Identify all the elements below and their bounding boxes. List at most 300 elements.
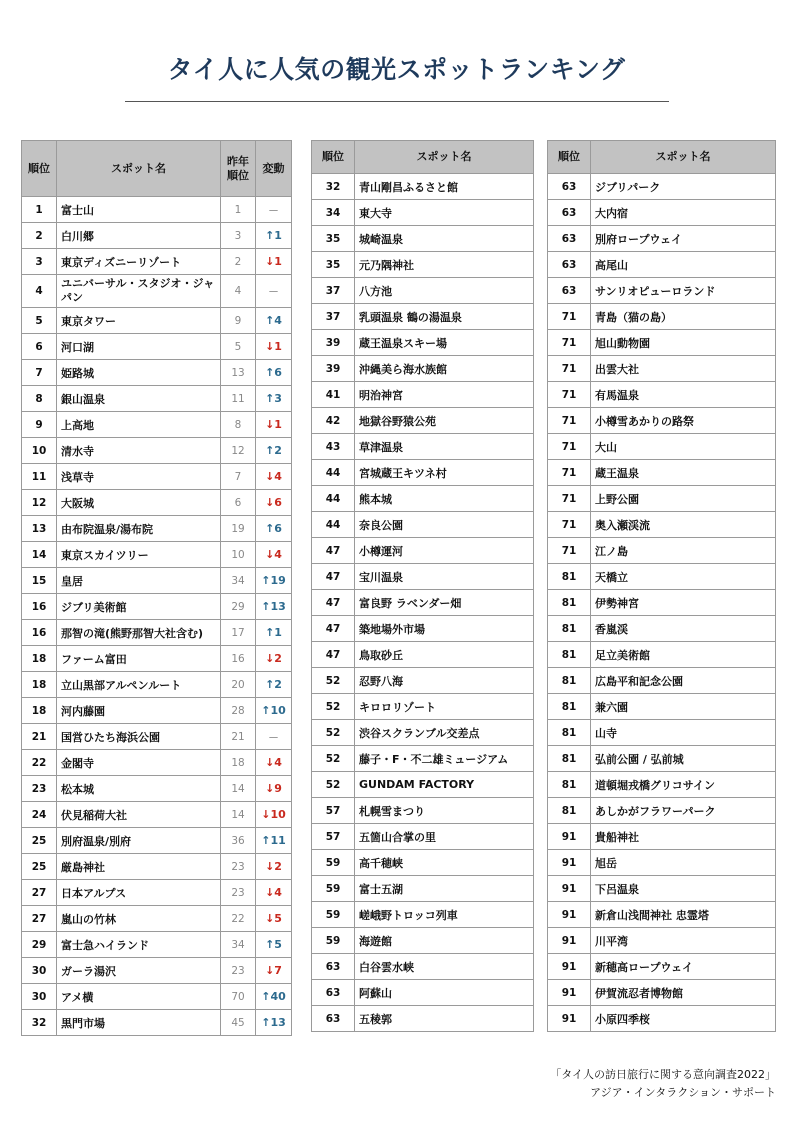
rank-cell: 6 xyxy=(22,334,57,360)
spot-name-cell: 高尾山 xyxy=(591,252,776,278)
spot-name-cell: 銀山温泉 xyxy=(57,386,221,412)
table-row xyxy=(312,902,534,928)
change-indicator: ↑2 xyxy=(265,444,282,457)
spot-name-cell: ジブリ美術館 xyxy=(57,594,221,620)
table-row xyxy=(312,798,534,824)
rank-cell: 14 xyxy=(22,542,57,568)
rank-cell: 71 xyxy=(548,382,591,408)
table-row xyxy=(548,304,776,330)
spot-name-cell: 青山剛昌ふるさと館 xyxy=(355,174,534,200)
change-indicator: ↑2 xyxy=(265,678,282,691)
spot-name-cell: 阿蘇山 xyxy=(355,980,534,1006)
spot-name-cell: 嵯峨野トロッコ列車 xyxy=(355,902,534,928)
table-row xyxy=(312,954,534,980)
change-indicator: ↑3 xyxy=(265,392,282,405)
change-indicator: ↓4 xyxy=(265,756,282,769)
table-row xyxy=(548,850,776,876)
rank-cell: 57 xyxy=(312,798,355,824)
change-indicator: ↓2 xyxy=(265,860,282,873)
change-cell xyxy=(256,542,292,568)
spot-name-cell: 草津温泉 xyxy=(355,434,534,460)
change-cell xyxy=(256,490,292,516)
rank-cell: 44 xyxy=(312,460,355,486)
prev-rank-cell: 28 xyxy=(221,698,256,724)
rank-cell: 44 xyxy=(312,512,355,538)
rank-cell: 71 xyxy=(548,304,591,330)
change-cell xyxy=(256,776,292,802)
table-row xyxy=(22,412,292,438)
rank-cell: 21 xyxy=(22,724,57,750)
spot-name-cell: 城崎温泉 xyxy=(355,226,534,252)
header-spot: スポット名 xyxy=(355,141,534,174)
spot-name-cell: 東京ディズニーリゾート xyxy=(57,249,221,275)
prev-rank-cell: 13 xyxy=(221,360,256,386)
spot-name-cell: 下呂温泉 xyxy=(591,876,776,902)
rank-cell: 30 xyxy=(22,958,57,984)
spot-name-cell: 伊勢神宮 xyxy=(591,590,776,616)
change-cell xyxy=(256,223,292,249)
change-indicator: ↓1 xyxy=(265,418,282,431)
source-note: 「タイ人の訪日旅行に関する意向調査2022」 xyxy=(550,1068,776,1081)
rank-cell: 13 xyxy=(22,516,57,542)
table-row xyxy=(22,197,292,223)
header-prev-rank: 昨年順位 xyxy=(221,141,256,197)
rank-cell: 63 xyxy=(548,226,591,252)
spot-name-cell: 江ノ島 xyxy=(591,538,776,564)
rank-cell: 47 xyxy=(312,590,355,616)
rank-cell: 32 xyxy=(22,1010,57,1036)
rank-cell: 25 xyxy=(22,854,57,880)
spot-name-cell: 八方池 xyxy=(355,278,534,304)
rank-cell: 43 xyxy=(312,434,355,460)
rank-cell: 71 xyxy=(548,408,591,434)
spot-name-cell: 小樽運河 xyxy=(355,538,534,564)
table-row xyxy=(312,694,534,720)
spot-name-cell: 弘前公園 / 弘前城 xyxy=(591,746,776,772)
table-row xyxy=(548,382,776,408)
spot-name-cell: 別府温泉/別府 xyxy=(57,828,221,854)
rank-cell: 91 xyxy=(548,954,591,980)
spot-name-cell: 蔵王温泉 xyxy=(591,460,776,486)
change-cell xyxy=(256,828,292,854)
spot-name-cell: 奥入瀬渓流 xyxy=(591,512,776,538)
table-row xyxy=(548,200,776,226)
rank-cell: 81 xyxy=(548,694,591,720)
table-row xyxy=(548,954,776,980)
table-row xyxy=(312,356,534,382)
spot-name-cell: 藤子・F・不二雄ミュージアム xyxy=(355,746,534,772)
prev-rank-cell: 29 xyxy=(221,594,256,620)
rank-cell: 10 xyxy=(22,438,57,464)
table-row xyxy=(548,980,776,1006)
spot-name-cell: 富士山 xyxy=(57,197,221,223)
change-indicator: ↑1 xyxy=(265,229,282,242)
table-row xyxy=(548,356,776,382)
table-row xyxy=(312,226,534,252)
rank-cell: 47 xyxy=(312,538,355,564)
table-row xyxy=(548,668,776,694)
prev-rank-cell: 21 xyxy=(221,724,256,750)
spot-name-cell: 新穂高ロープウェイ xyxy=(591,954,776,980)
rank-cell: 71 xyxy=(548,486,591,512)
table-row xyxy=(22,854,292,880)
table-row xyxy=(22,646,292,672)
rank-cell: 47 xyxy=(312,564,355,590)
rank-cell: 4 xyxy=(22,275,57,308)
rank-cell: 91 xyxy=(548,824,591,850)
table-row xyxy=(312,304,534,330)
table-row xyxy=(22,223,292,249)
table-row xyxy=(312,772,534,798)
table-row xyxy=(312,486,534,512)
spot-name-cell: 山寺 xyxy=(591,720,776,746)
table-row xyxy=(548,434,776,460)
table-row xyxy=(22,958,292,984)
rank-cell: 71 xyxy=(548,356,591,382)
spot-name-cell: 鳥取砂丘 xyxy=(355,642,534,668)
rank-cell: 81 xyxy=(548,616,591,642)
change-cell xyxy=(256,932,292,958)
rank-cell: 18 xyxy=(22,672,57,698)
rank-cell: 41 xyxy=(312,382,355,408)
change-cell xyxy=(256,880,292,906)
rank-cell: 91 xyxy=(548,1006,591,1032)
spot-name-cell: 別府ロープウェイ xyxy=(591,226,776,252)
spot-name-cell: 姫路城 xyxy=(57,360,221,386)
change-indicator: ↑1 xyxy=(265,626,282,639)
spot-name-cell: 地獄谷野猿公苑 xyxy=(355,408,534,434)
table-row xyxy=(22,672,292,698)
prev-rank-cell: 34 xyxy=(221,932,256,958)
rank-cell: 32 xyxy=(312,174,355,200)
rank-cell: 52 xyxy=(312,772,355,798)
change-cell xyxy=(256,1010,292,1036)
table-row xyxy=(312,538,534,564)
prev-rank-cell: 34 xyxy=(221,568,256,594)
spot-name-cell: 黒門市場 xyxy=(57,1010,221,1036)
rank-cell: 8 xyxy=(22,386,57,412)
prev-rank-cell: 12 xyxy=(221,438,256,464)
spot-name-cell: 上高地 xyxy=(57,412,221,438)
spot-name-cell: 上野公園 xyxy=(591,486,776,512)
rank-cell: 44 xyxy=(312,486,355,512)
change-cell xyxy=(256,724,292,750)
rank-cell: 37 xyxy=(312,278,355,304)
table-row xyxy=(548,174,776,200)
rank-cell: 39 xyxy=(312,356,355,382)
rank-cell: 63 xyxy=(548,278,591,304)
rank-cell: 63 xyxy=(312,954,355,980)
table-row xyxy=(312,460,534,486)
table-row xyxy=(548,252,776,278)
title-divider xyxy=(125,101,669,102)
rank-cell: 27 xyxy=(22,906,57,932)
table-row xyxy=(22,386,292,412)
rank-cell: 63 xyxy=(548,252,591,278)
spot-name-cell: 河内藤園 xyxy=(57,698,221,724)
prev-rank-cell: 4 xyxy=(221,275,256,308)
table-row xyxy=(548,486,776,512)
change-indicator: ↑13 xyxy=(261,600,286,613)
change-cell xyxy=(256,249,292,275)
table-row xyxy=(312,720,534,746)
rank-cell: 35 xyxy=(312,252,355,278)
prev-rank-cell: 5 xyxy=(221,334,256,360)
table-row xyxy=(312,746,534,772)
table-row xyxy=(22,249,292,275)
rank-cell: 63 xyxy=(312,980,355,1006)
rank-cell: 18 xyxy=(22,646,57,672)
spot-name-cell: 宮城蔵王キツネ村 xyxy=(355,460,534,486)
prev-rank-cell: 8 xyxy=(221,412,256,438)
rank-cell: 15 xyxy=(22,568,57,594)
spot-name-cell: 香嵐渓 xyxy=(591,616,776,642)
rank-cell: 3 xyxy=(22,249,57,275)
table-row xyxy=(548,590,776,616)
spot-name-cell: 立山黒部アルペンルート xyxy=(57,672,221,698)
change-cell xyxy=(256,594,292,620)
spot-name-cell: 元乃隅神社 xyxy=(355,252,534,278)
rank-cell: 11 xyxy=(22,464,57,490)
change-cell xyxy=(256,516,292,542)
table-row xyxy=(22,724,292,750)
rank-cell: 27 xyxy=(22,880,57,906)
table-row xyxy=(312,980,534,1006)
change-indicator: ↓2 xyxy=(265,652,282,665)
spot-name-cell: 貴船神社 xyxy=(591,824,776,850)
table-row xyxy=(312,564,534,590)
rank-cell: 9 xyxy=(22,412,57,438)
rank-cell: 71 xyxy=(548,460,591,486)
change-indicator: ↑11 xyxy=(261,834,286,847)
table-row xyxy=(548,642,776,668)
prev-rank-cell: 14 xyxy=(221,776,256,802)
rank-cell: 29 xyxy=(22,932,57,958)
change-cell xyxy=(256,672,292,698)
change-cell xyxy=(256,275,292,308)
change-indicator: ↓9 xyxy=(265,782,282,795)
table-row xyxy=(548,460,776,486)
rank-cell: 81 xyxy=(548,798,591,824)
rank-cell: 59 xyxy=(312,850,355,876)
spot-name-cell: 白谷雲水峡 xyxy=(355,954,534,980)
spot-name-cell: 沖縄美ら海水族館 xyxy=(355,356,534,382)
table-row xyxy=(548,330,776,356)
spot-name-cell: あしかがフラワーパーク xyxy=(591,798,776,824)
change-indicator: ↓4 xyxy=(265,470,282,483)
spot-name-cell: 渋谷スクランブル交差点 xyxy=(355,720,534,746)
change-indicator: ↓1 xyxy=(265,255,282,268)
spot-name-cell: 厳島神社 xyxy=(57,854,221,880)
rank-cell: 63 xyxy=(312,1006,355,1032)
rank-cell: 59 xyxy=(312,876,355,902)
rank-cell: 23 xyxy=(22,776,57,802)
prev-rank-cell: 45 xyxy=(221,1010,256,1036)
change-cell xyxy=(256,334,292,360)
rank-cell: 63 xyxy=(548,174,591,200)
spot-name-cell: GUNDAM FACTORY xyxy=(355,772,534,798)
ranking-table-3 xyxy=(547,140,776,1032)
spot-name-cell: 道頓堀戎橋グリコサイン xyxy=(591,772,776,798)
table-row xyxy=(548,694,776,720)
spot-name-cell: 札幌雪まつり xyxy=(355,798,534,824)
table-row xyxy=(312,616,534,642)
spot-name-cell: 富士五湖 xyxy=(355,876,534,902)
spot-name-cell: アメ横 xyxy=(57,984,221,1010)
spot-name-cell: 旭山動物園 xyxy=(591,330,776,356)
rank-cell: 81 xyxy=(548,668,591,694)
spot-name-cell: 熊本城 xyxy=(355,486,534,512)
prev-rank-cell: 2 xyxy=(221,249,256,275)
prev-rank-cell: 1 xyxy=(221,197,256,223)
table-row xyxy=(22,932,292,958)
change-cell xyxy=(256,412,292,438)
rank-cell: 81 xyxy=(548,590,591,616)
rank-cell: 52 xyxy=(312,746,355,772)
spot-name-cell: キロロリゾート xyxy=(355,694,534,720)
rank-cell: 71 xyxy=(548,512,591,538)
change-cell xyxy=(256,646,292,672)
prev-rank-cell: 23 xyxy=(221,854,256,880)
rank-cell: 16 xyxy=(22,620,57,646)
prev-rank-cell: 19 xyxy=(221,516,256,542)
spot-name-cell: 伏見稲荷大社 xyxy=(57,802,221,828)
spot-name-cell: 小原四季桜 xyxy=(591,1006,776,1032)
rank-cell: 47 xyxy=(312,642,355,668)
rank-cell: 24 xyxy=(22,802,57,828)
rank-cell: 22 xyxy=(22,750,57,776)
spot-name-cell: ジブリパーク xyxy=(591,174,776,200)
rank-cell: 42 xyxy=(312,408,355,434)
spot-name-cell: 海遊館 xyxy=(355,928,534,954)
rank-cell: 12 xyxy=(22,490,57,516)
table-row xyxy=(548,538,776,564)
spot-name-cell: 旭岳 xyxy=(591,850,776,876)
table-row xyxy=(312,278,534,304)
spot-name-cell: 国営ひたち海浜公園 xyxy=(57,724,221,750)
prev-rank-cell: 6 xyxy=(221,490,256,516)
header-rank: 順位 xyxy=(312,141,355,174)
spot-name-cell: 蔵王温泉スキー場 xyxy=(355,330,534,356)
rank-cell: 71 xyxy=(548,538,591,564)
prev-rank-cell: 16 xyxy=(221,646,256,672)
rank-cell: 63 xyxy=(548,200,591,226)
table-row xyxy=(312,928,534,954)
rank-cell: 5 xyxy=(22,308,57,334)
change-cell xyxy=(256,906,292,932)
table-row xyxy=(548,746,776,772)
change-indicator: ↓7 xyxy=(265,964,282,977)
table-row xyxy=(22,438,292,464)
table-row xyxy=(22,828,292,854)
change-indicator: ↑40 xyxy=(261,990,286,1003)
spot-name-cell: 奈良公園 xyxy=(355,512,534,538)
rank-cell: 81 xyxy=(548,642,591,668)
table-row xyxy=(22,308,292,334)
spot-name-cell: 白川郷 xyxy=(57,223,221,249)
change-cell xyxy=(256,958,292,984)
page-title: タイ人に人気の観光スポットランキング xyxy=(167,55,626,84)
spot-name-cell: 五稜郭 xyxy=(355,1006,534,1032)
spot-name-cell: 日本アルプス xyxy=(57,880,221,906)
spot-name-cell: 富士急ハイランド xyxy=(57,932,221,958)
rank-cell: 91 xyxy=(548,850,591,876)
table-row xyxy=(548,512,776,538)
rank-cell: 18 xyxy=(22,698,57,724)
rank-cell: 52 xyxy=(312,694,355,720)
change-indicator: ↑19 xyxy=(261,574,286,587)
spot-name-cell: 高千穂峡 xyxy=(355,850,534,876)
spot-name-cell: 乳頭温泉 鶴の湯温泉 xyxy=(355,304,534,330)
change-indicator: ↓5 xyxy=(265,912,282,925)
rank-cell: 35 xyxy=(312,226,355,252)
rank-cell: 81 xyxy=(548,746,591,772)
table-row xyxy=(22,802,292,828)
change-indicator: ↑5 xyxy=(265,938,282,951)
prev-rank-cell: 11 xyxy=(221,386,256,412)
header-rank: 順位 xyxy=(548,141,591,174)
change-cell xyxy=(256,802,292,828)
table-row xyxy=(22,490,292,516)
table-row xyxy=(22,776,292,802)
change-indicator: ↑10 xyxy=(261,704,286,717)
spot-name-cell: 浅草寺 xyxy=(57,464,221,490)
prev-rank-cell: 17 xyxy=(221,620,256,646)
rank-cell: 2 xyxy=(22,223,57,249)
table-row xyxy=(312,512,534,538)
prev-rank-cell: 36 xyxy=(221,828,256,854)
prev-rank-cell: 3 xyxy=(221,223,256,249)
rank-cell: 25 xyxy=(22,828,57,854)
spot-name-cell: 五箇山合掌の里 xyxy=(355,824,534,850)
spot-name-cell: ユニバーサル・スタジオ・ジャパン xyxy=(57,275,221,308)
rank-cell: 81 xyxy=(548,772,591,798)
organization-note: アジア・インタラクション・サポート xyxy=(590,1086,776,1099)
table-row xyxy=(312,876,534,902)
spot-name-cell: 大内宿 xyxy=(591,200,776,226)
table-row xyxy=(22,542,292,568)
table-row xyxy=(22,620,292,646)
header-change: 変動 xyxy=(256,141,292,197)
rank-cell: 52 xyxy=(312,668,355,694)
table-row xyxy=(312,642,534,668)
table-row xyxy=(312,824,534,850)
rank-cell: 91 xyxy=(548,902,591,928)
table-row xyxy=(548,1006,776,1032)
table-row xyxy=(22,516,292,542)
prev-rank-cell: 23 xyxy=(221,958,256,984)
spot-name-cell: 築地場外市場 xyxy=(355,616,534,642)
change-cell xyxy=(256,360,292,386)
change-cell xyxy=(256,750,292,776)
rank-cell: 52 xyxy=(312,720,355,746)
spot-name-cell: 大山 xyxy=(591,434,776,460)
table-row xyxy=(22,984,292,1010)
prev-rank-cell: 14 xyxy=(221,802,256,828)
change-indicator: ↑4 xyxy=(265,314,282,327)
spot-name-cell: 兼六園 xyxy=(591,694,776,720)
spot-name-cell: 出雲大社 xyxy=(591,356,776,382)
table-row xyxy=(312,668,534,694)
table-row xyxy=(548,902,776,928)
rank-cell: 91 xyxy=(548,928,591,954)
spot-name-cell: 忍野八海 xyxy=(355,668,534,694)
ranking-table-2 xyxy=(311,140,534,1032)
prev-rank-cell: 70 xyxy=(221,984,256,1010)
table-row xyxy=(22,1010,292,1036)
table-row xyxy=(548,798,776,824)
spot-name-cell: ファーム富田 xyxy=(57,646,221,672)
